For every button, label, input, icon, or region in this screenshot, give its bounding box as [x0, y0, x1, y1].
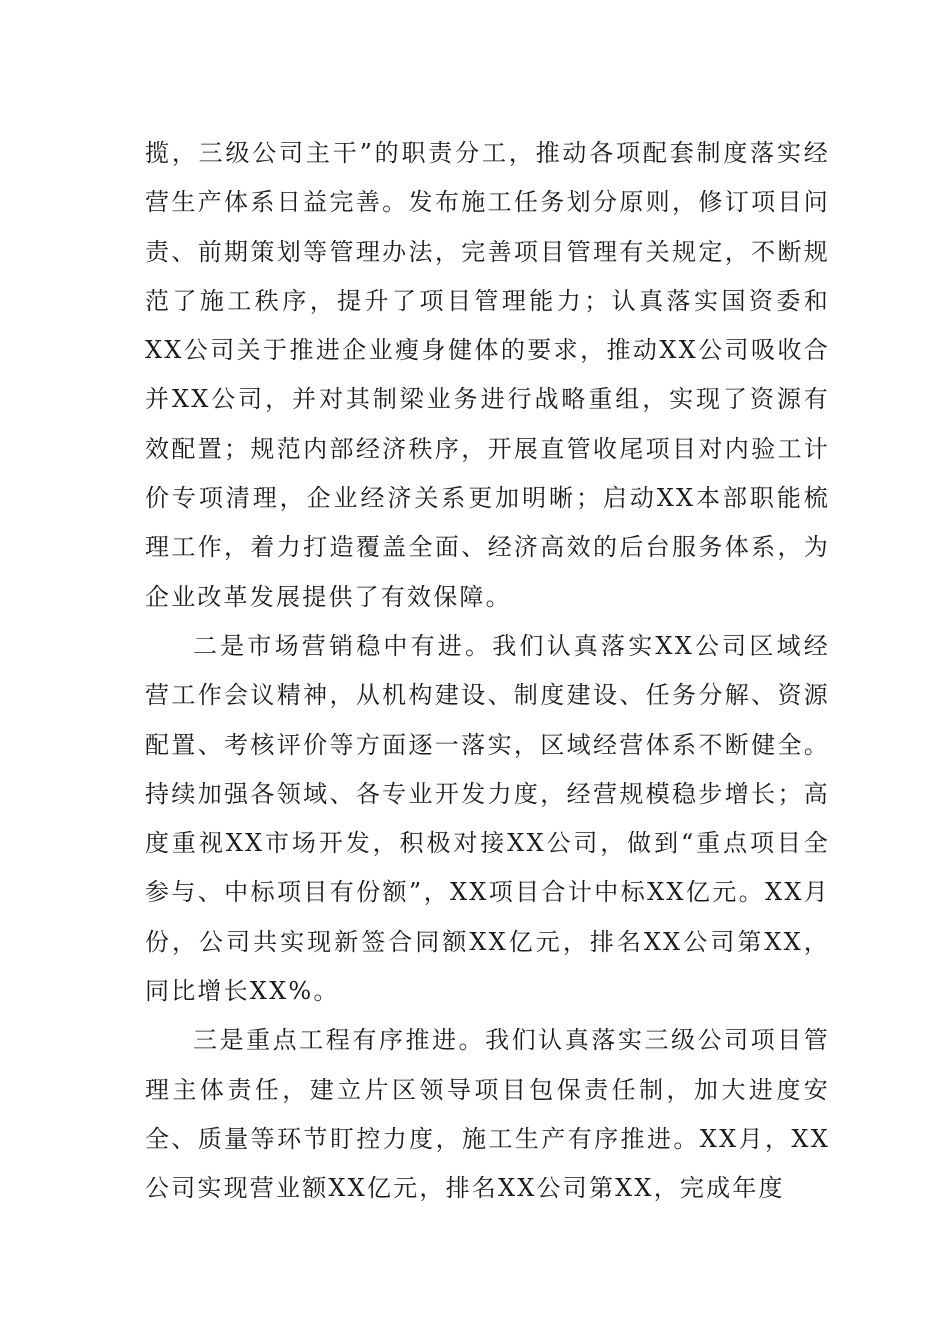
paragraph-continuation: 揽，三级公司主干”的职责分工，推动各项配套制度落实经营生产体系日益完善。发布施工任务划分原则，修订项目问责、前期策划等管理办法，完善项目管理有关规定，不断规范了施工秩序，提升了项目管理能力；认真落实国资委和XX公司关于推进企业瘦身健体的要求，推动XX公司吸收合并XX公司，并对其制梁业务进行战略重组，实现了资源有效配置；规范内部经济秩序，开展直管收尾项目对内验工计价专项清理，企业经济关系更加明晰；启动XX本部职能梳理工作，着力打造覆盖全面、经济高效的后台服务体系，为企业改革发展提供了有效保障。 — [145, 139, 830, 611]
document-body — [145, 129, 830, 1214]
paragraph-key-projects: 三是重点工程有序推进。我们认真落实三级公司项目管理主体责任，建立片区领导项目包保责任制，加大进度安全、质量等环节盯控力度，施工生产有序推进。XX月，XX公司实现营业额XX亿元，排名XX公司第XX，完成年度 — [145, 1026, 830, 1203]
paragraph-market-marketing: 二是市场营销稳中有进。我们认真落实XX公司区域经营工作会议精神，从机构建设、制度建设、任务分解、资源配置、考核评价等方面逐一落实，区域经营体系不断健全。持续加强各领域、各专业开发力度，经营规模稳步增长；高度重视XX市场开发，积极对接XX公司，做到“重点项目全参与、中标项目有份额”，XX项目合计中标XX亿元。XX月份，公司共实现新签合同额XX亿元，排名XX公司第XX，同比增长XX%。 — [145, 631, 830, 1006]
